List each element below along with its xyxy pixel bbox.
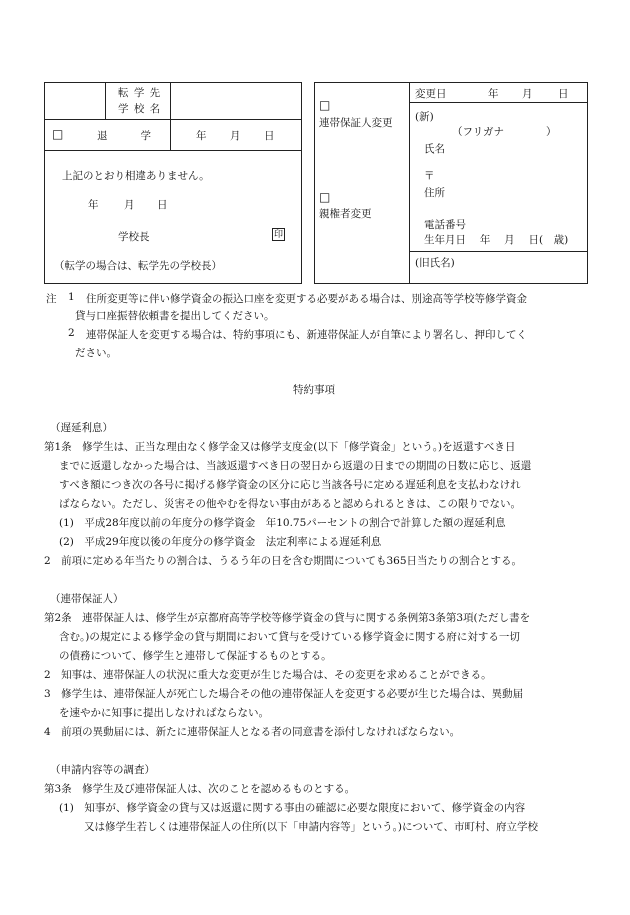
- article-2-paragraph-3-line-1: 3 修学生は、連帯保証人が死亡した場合その他の連帯保証人を変更する必要が生じた場合は、異動届: [44, 688, 524, 700]
- address-label: 住所: [424, 187, 445, 199]
- change-date-label: 変更日: [415, 88, 447, 100]
- withdrawal-form-box: [44, 82, 302, 284]
- article-1-line-1: 第1条 修学生は、正当な理由なく修学金又は修学支度金(以下「修学資金」という。)を返還すべき日: [44, 441, 516, 453]
- new-label: (新): [415, 111, 434, 123]
- article-1-line-2: までに返還しなかった場合は、当該返還すべき日の翌日から返還の日までの期間の日数に応じ、返還: [59, 460, 532, 472]
- note-2-line-2: ださい。: [75, 347, 117, 359]
- transfer-school-label-1: 転 学 先: [118, 87, 162, 99]
- right-row-divider-2: [409, 251, 588, 252]
- left-top-divider-a: [105, 82, 106, 119]
- article-3-line-1: 第3条 修学生及び連帯保証人は、次のことを認めるものとする。: [44, 783, 356, 795]
- change-year: 年: [488, 88, 499, 100]
- left-row-divider-1: [44, 119, 302, 120]
- note-1-number: 1: [68, 291, 75, 303]
- note-2-line-1: 連帯保証人を変更する場合は、特約事項にも、新連帯保証人が自筆により署名し、押印してく: [86, 329, 527, 341]
- article-1-paragraph-2: 2 前項に定める年当たりの割合は、うるう年の日を含む期間についても365日当たりの割合とする。: [44, 555, 523, 567]
- principal-label: 学校長: [118, 231, 150, 243]
- article-1-line-4: ばならない。ただし、災害その他やむを得ない事由があると認められるときは、この限りでない。: [59, 498, 521, 510]
- article-2-line-1: 第2条 連帯保証人は、修学生が京都府高等学校等修学資金の貸与に関する条例第3条第3項(ただし書を: [44, 612, 531, 624]
- left-row-divider-2: [44, 150, 302, 151]
- withdrawal-checkbox[interactable]: □: [52, 127, 64, 141]
- right-row-divider-1: [409, 102, 588, 103]
- section-2-heading: （連帯保証人）: [50, 593, 124, 605]
- guardian-checkbox[interactable]: □: [319, 190, 331, 204]
- article-2-paragraph-4: 4 前項の異動届には、新たに連帯保証人となる者の同意書を添付しなければならない。: [44, 726, 461, 738]
- guardian-change-label: 親権者変更: [319, 208, 372, 220]
- guarantor-checkbox[interactable]: □: [319, 98, 331, 112]
- furigana-label: （フリガナ ）: [452, 126, 557, 138]
- birth-label: 生年月日 年 月 日( 歳): [424, 234, 569, 246]
- old-name-label: (旧氏名): [415, 257, 455, 269]
- sign-day: 日: [157, 199, 168, 211]
- left-mid-divider: [170, 119, 171, 150]
- article-3-item-1-line-2: 又は修学生若しくは連帯保証人の住所(以下「申請内容等」という。)について、市町村、府立学校: [84, 821, 539, 833]
- article-2-line-2: 含む。)の規定による修学金の貸与期間において貸与を受けている修学資金に関する府に対する一切: [59, 631, 520, 643]
- postal-mark: 〒: [424, 170, 435, 182]
- article-1-line-3: すべき額につき次の各号に掲げる修学資金の区分に応じ当該各号に定める遅延利息を支払わなけれ: [59, 479, 521, 491]
- seal-mark: 印: [273, 230, 283, 240]
- confirmation-text: 上記のとおり相違ありません。: [62, 170, 210, 182]
- sign-year: 年: [88, 199, 99, 211]
- article-1-item-2: (2) 平成29年度以後の年度分の修学資金 法定利率による遅延利息: [59, 536, 382, 548]
- note-1-line-1: 住所変更等に伴い修学資金の振込口座を変更する必要がある場合は、別途高等学校等修学資金: [86, 293, 527, 305]
- guarantor-change-form-box: [314, 82, 588, 284]
- right-vertical-divider: [409, 82, 410, 284]
- phone-label: 電話番号: [424, 219, 466, 231]
- transfer-note: （転学の場合は、転学先の学校長）: [54, 260, 222, 272]
- article-2-paragraph-3-line-2: を速やかに知事に提出しなければならない。: [59, 707, 269, 719]
- article-2-line-3: の債務について、修学生と連帯して保証するものとする。: [59, 650, 332, 662]
- special-terms-title: 特約事項: [293, 384, 335, 396]
- article-2-paragraph-2: 2 知事は、連帯保証人の状況に重大な変更が生じた場合は、その変更を求めることができる。: [44, 669, 492, 681]
- change-day: 日: [558, 88, 569, 100]
- transfer-school-label-2: 学 校 名: [118, 103, 162, 115]
- change-month: 月: [522, 88, 533, 100]
- withdrawal-day: 日: [264, 130, 275, 142]
- withdrawal-label: 退 学: [97, 130, 155, 142]
- sign-month: 月: [124, 199, 135, 211]
- left-top-divider-b: [170, 82, 171, 119]
- section-3-heading: （申請内容等の調査）: [50, 764, 155, 776]
- note-2-number: 2: [68, 327, 75, 339]
- name-label: 氏名: [424, 143, 445, 155]
- article-1-item-1: (1) 平成28年度以前の年度分の修学資金 年10.75パーセントの割合で計算した額の遅延利息: [59, 517, 506, 529]
- note-1-line-2: 貸与口座振替依頼書を提出してください。: [75, 310, 275, 322]
- notes-lead: 注: [46, 293, 57, 305]
- section-1-heading: （遅延利息）: [50, 422, 113, 434]
- withdrawal-month: 月: [230, 130, 241, 142]
- guarantor-change-label: 連帯保証人変更: [319, 117, 393, 129]
- withdrawal-year: 年: [196, 130, 207, 142]
- article-3-item-1-line-1: (1) 知事が、修学資金の貸与又は返還に関する事由の確認に必要な限度において、修学資金の内容: [59, 802, 526, 814]
